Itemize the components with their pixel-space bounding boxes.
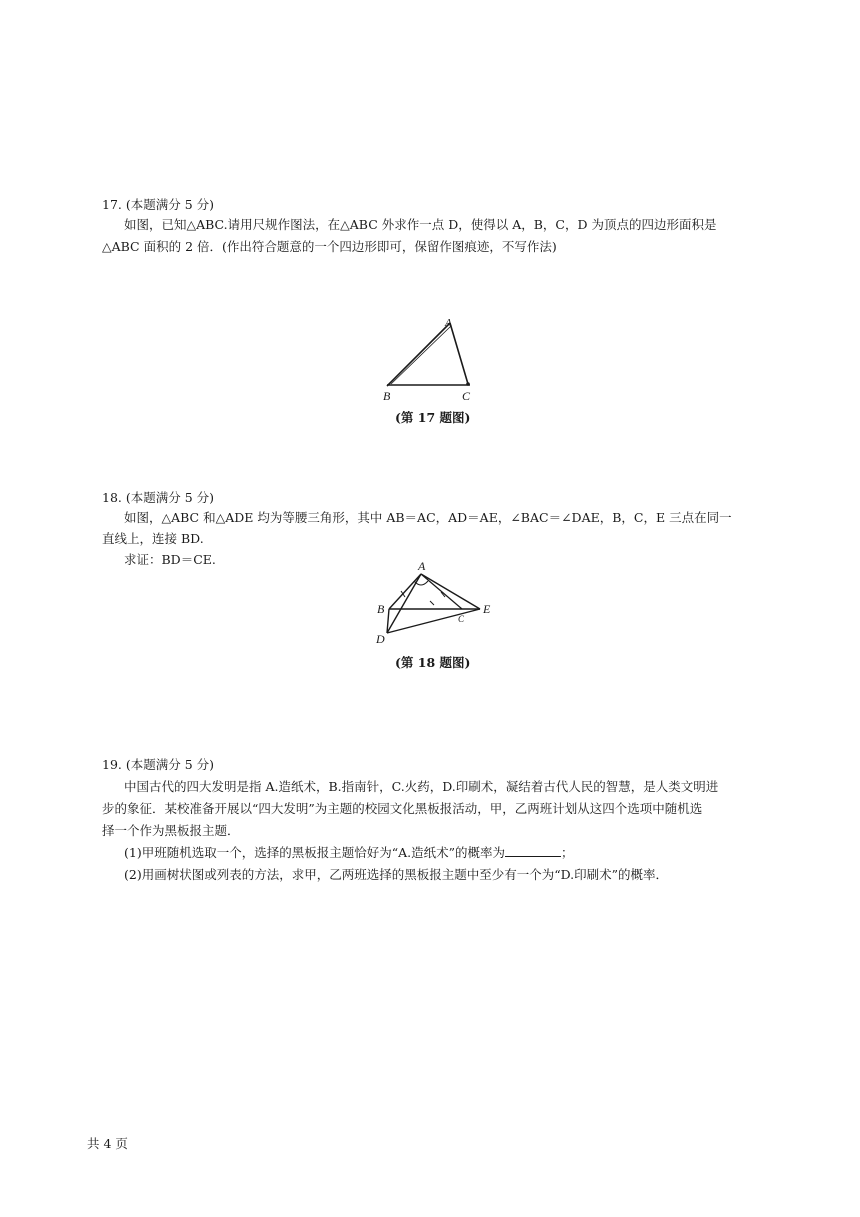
q18-label-A: A [418,559,426,573]
q19-part2: (2)用画树状图或列表的方法，求甲，乙两班选择的黑板报主题中至少有一个为“D.印刷术”的概率． [124,867,669,882]
q18-text-line1: 如图，△ABC 和△ADE 均为等腰三角形，其中 AB＝AC，AD＝AE，∠BAC＝∠DAE，B，C，E 三点在同一 [124,510,732,525]
q18-label-C: C [458,614,465,624]
q18-label-E: E [483,602,491,616]
q17-text-line1: 如图，已知△ABC.请用尺规作图法，在△ABC 外求作一点 D，使得以 A，B，C，D 为顶点的四边形面积是 [124,217,717,232]
q19-text-line2: 步的象征．某校准备开展以“四大发明”为主题的校园文化黑板报活动，甲，乙两班计划从这四个选项中随机选 [102,801,703,816]
q18-label-D: D [376,632,385,646]
q17-figure-caption: (第 17 题图) [395,410,471,425]
q19-part1-end: ； [561,845,574,860]
q17-header: 17. (本题满分 5 分) [102,197,215,212]
q18-text-line3: 求证：BD＝CE. [124,552,216,567]
q18-header: 18. (本题满分 5 分) [102,490,215,505]
q18-label-B: B [377,602,385,616]
q19-text-line3: 择一个作为黑板报主题． [102,823,240,838]
q19-answer-blank[interactable] [505,842,561,857]
q19-part1-text: (1)甲班随机选取一个，选择的黑板报主题恰好为“A.造纸术”的概率为 [124,845,505,860]
q17-label-B: B [383,389,391,403]
q18-text-line2: 直线上，连接 BD. [102,531,204,546]
q19-part1 [124,842,574,864]
q17-label-A: A [445,317,452,329]
q17-label-C: C [462,389,471,403]
q18-figure-caption: (第 18 题图) [395,655,471,670]
q18-triangles [387,574,480,633]
q17-text-line2: △ABC 面积的 2 倍．(作出符合题意的一个四边形即可，保留作图痕迹，不写作法) [102,239,557,254]
q19-text-line1: 中国古代的四大发明是指 A.造纸术，B.指南针，C.火药，D.印刷术，凝结着古代人民的智慧，是人类文明进 [124,779,719,794]
q19-header: 19. (本题满分 5 分) [102,757,215,772]
page-footer: 共 4 页 [87,1136,128,1151]
